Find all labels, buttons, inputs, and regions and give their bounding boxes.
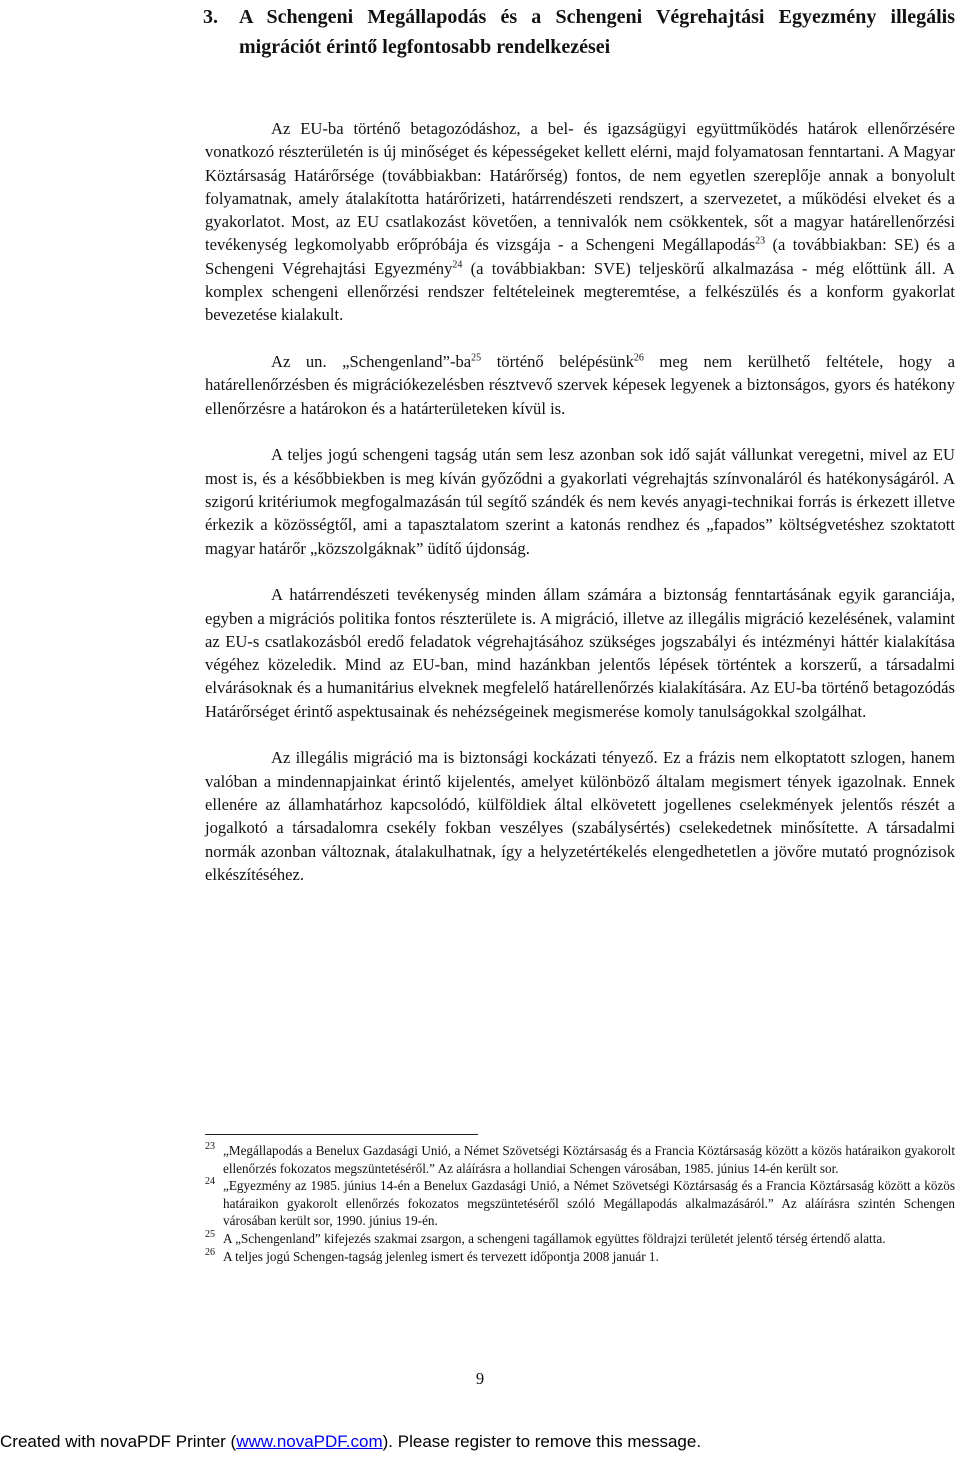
watermark-banner: Created with novaPDF Printer (www.novaPDF.com). Please register to remove this message. xyxy=(0,1432,702,1451)
footnote-text: „Egyezmény az 1985. június 14-én a Benelux Gazdasági Unió, a Német Szövetségi Köztársaság és a Francia Köztársaság között a közös határaikon gyakorolt ellenőrzés fokozatos megszüntetéséről szóló Megállapodás alkalmazásáról.” Az aláírásra szintén Schengen városában került sor, 1990. június 19-én. xyxy=(223,1178,955,1229)
footnote xyxy=(205,1230,955,1248)
section-number: 3. xyxy=(203,6,218,28)
paragraph: Az un. $„Schengenland”-ba^{25}$ történő belépésünk$^{26}$ meg nem kerülhető feltétele, hogy a határellenőrzésben és migrációkezelésben résztvevő szervek képesek legyenek a biztonságos, gyors és hatékony ellenőrzésre a határokon és a határterületeken kívül is. xyxy=(205,352,955,418)
section-heading xyxy=(203,2,955,62)
body-text xyxy=(205,117,955,910)
footnote xyxy=(205,1177,955,1230)
paragraph: A határrendészeti tevékenység minden állam számára a biztonság fenntartásának egyik garanciája, egyben a migrációs politika fontos részterülete is. A migráció, illetve az illegális migráció kezelésének, valamint az EU-s csatlakozásból eredő feladatok végrehajtásához szükséges jogszabályi és intézményi háttér kialakítása végéhez közeledik. Mind az EU-ban, mind hazánkban jelentős lépések történtek a korszerű, a társadalmi elvárásoknak és a humanitárius elveknek megfelelő határellenőrzés kialakítására. Az EU-ba történő betagozódás Határőrséget érintő aspektusainak és nehézségeinek megismerése komoly tanulságokkal szolgálhat. xyxy=(205,585,955,721)
footnote-number: 24 xyxy=(205,1176,215,1188)
paragraph: A teljes jogú schengeni tagság után sem lesz azonban sok idő saját vállunkat veregetni, mivel az EU most is, és a későbbiekben is meg kíván győződni a gyakorlati végrehajtás színvonaláról és hatékonyságáról. A szigorú kritériumok megfogalmazásán túl segítő szándék és nem kevés anyagi-technikai forrás is érkezett illetve érkezik a közösségtől, ami a tapasztalatom szerint a katonás rendhez és „fapados” költségvetéshez szoktatott magyar határőr „közszolgáknak” üdítő újdonság. xyxy=(205,445,955,558)
paragraph: Az EU-ba történő betagozódáshoz, a bel- és igazságügyi együttműködés határok ellenőrzésére vonatkozó részterületén is új minőséget és képességeket kellett elérni, majd folyamatosan fenntartani. A Magyar Köztársaság Határőrsége (továbbiakban: Határőrség) fontos, de nem egyetlen szereplője annak a bonyolult folyamatnak, amely átalakította határőrizeti, határrendészeti rendszert, a szervezetet, a működési elveket és a gyakorlatot. Most, az EU csatlakozást követően, a tennivalók nem csökkentek, sőt a magyar határellenőrzési tevékenység legkomolyabb erőpróbája és vizsgája - a Schengeni Megállapodás$^{23}$ (a továbbiakban: SE) és a Schengeni Végrehajtási Egyezmény$^{24}$ (a továbbiakban: SVE) teljeskörű alkalmazása - még előttünk áll. A komplex schengeni ellenőrzési rendszer feltételeinek megteremtése, a felkészülés és a konform gyakorlat bevezetése kialakult. xyxy=(205,119,955,325)
footnote-text: A teljes jogú Schengen-tagság jelenleg ismert és tervezett időpontja 2008 január 1. xyxy=(223,1248,659,1264)
footnote-separator xyxy=(205,1134,478,1135)
paragraph: Az illegális migráció ma is biztonsági kockázati tényező. Ez a frázis nem elkoptatott szlogen, hanem valóban a mindennapjainkat érintő kijelentés, amelyet különböző általam megismert tények igazolnak. Ennek ellenére az államhatárhoz kapcsolódó, külföldiek által elkövetett jogellenes cselekmények jelentős részét a jogalkotó a társadalomra csekély fokban veszélyes (szabálysértés) cselekedetnek minősítette. A társadalmi normák azonban változnak, átalakulhatnak, így a helyzetértékelés elengedhetetlen a jövőre mutató prognózisok elkészítéséhez. xyxy=(205,748,955,884)
footnotes xyxy=(205,1142,955,1265)
footnote-ref-25: 25 xyxy=(471,352,482,364)
novapdf-link[interactable]: www.novaPDF.com xyxy=(236,1432,383,1451)
footnote-ref-26: 26 xyxy=(633,352,644,364)
section-title: A Schengeni Megállapodás és a Schengeni Végrehajtási Egyezmény illegális migrációt érintő legfontosabb rendelkezései xyxy=(239,6,955,58)
page-number: 9 xyxy=(475,1369,485,1388)
footnote xyxy=(205,1248,955,1266)
footnote-ref-23: 23 xyxy=(755,235,766,247)
footnote-number: 25 xyxy=(205,1228,215,1240)
footnote-text: „Megállapodás a Benelux Gazdasági Unió, a Német Szövetségi Köztársaság és a Francia Köztársaság között a közös határaikon gyakorolt ellenőrzés fokozatos megszüntetéséről.” Az aláírásra a hollandiai Schengen városában, 1985. június 14-én került sor. xyxy=(223,1143,955,1176)
footnote xyxy=(205,1142,955,1177)
footnote-number: 26 xyxy=(205,1246,215,1258)
footnote-ref-24: 24 xyxy=(452,259,463,271)
footnote-text: A „Schengenland” kifejezés szakmai zsargon, a schengeni tagállamok együttes földrajzi területét jelentő térség értendő alatta. xyxy=(223,1230,886,1246)
footnote-number: 23 xyxy=(205,1141,215,1152)
